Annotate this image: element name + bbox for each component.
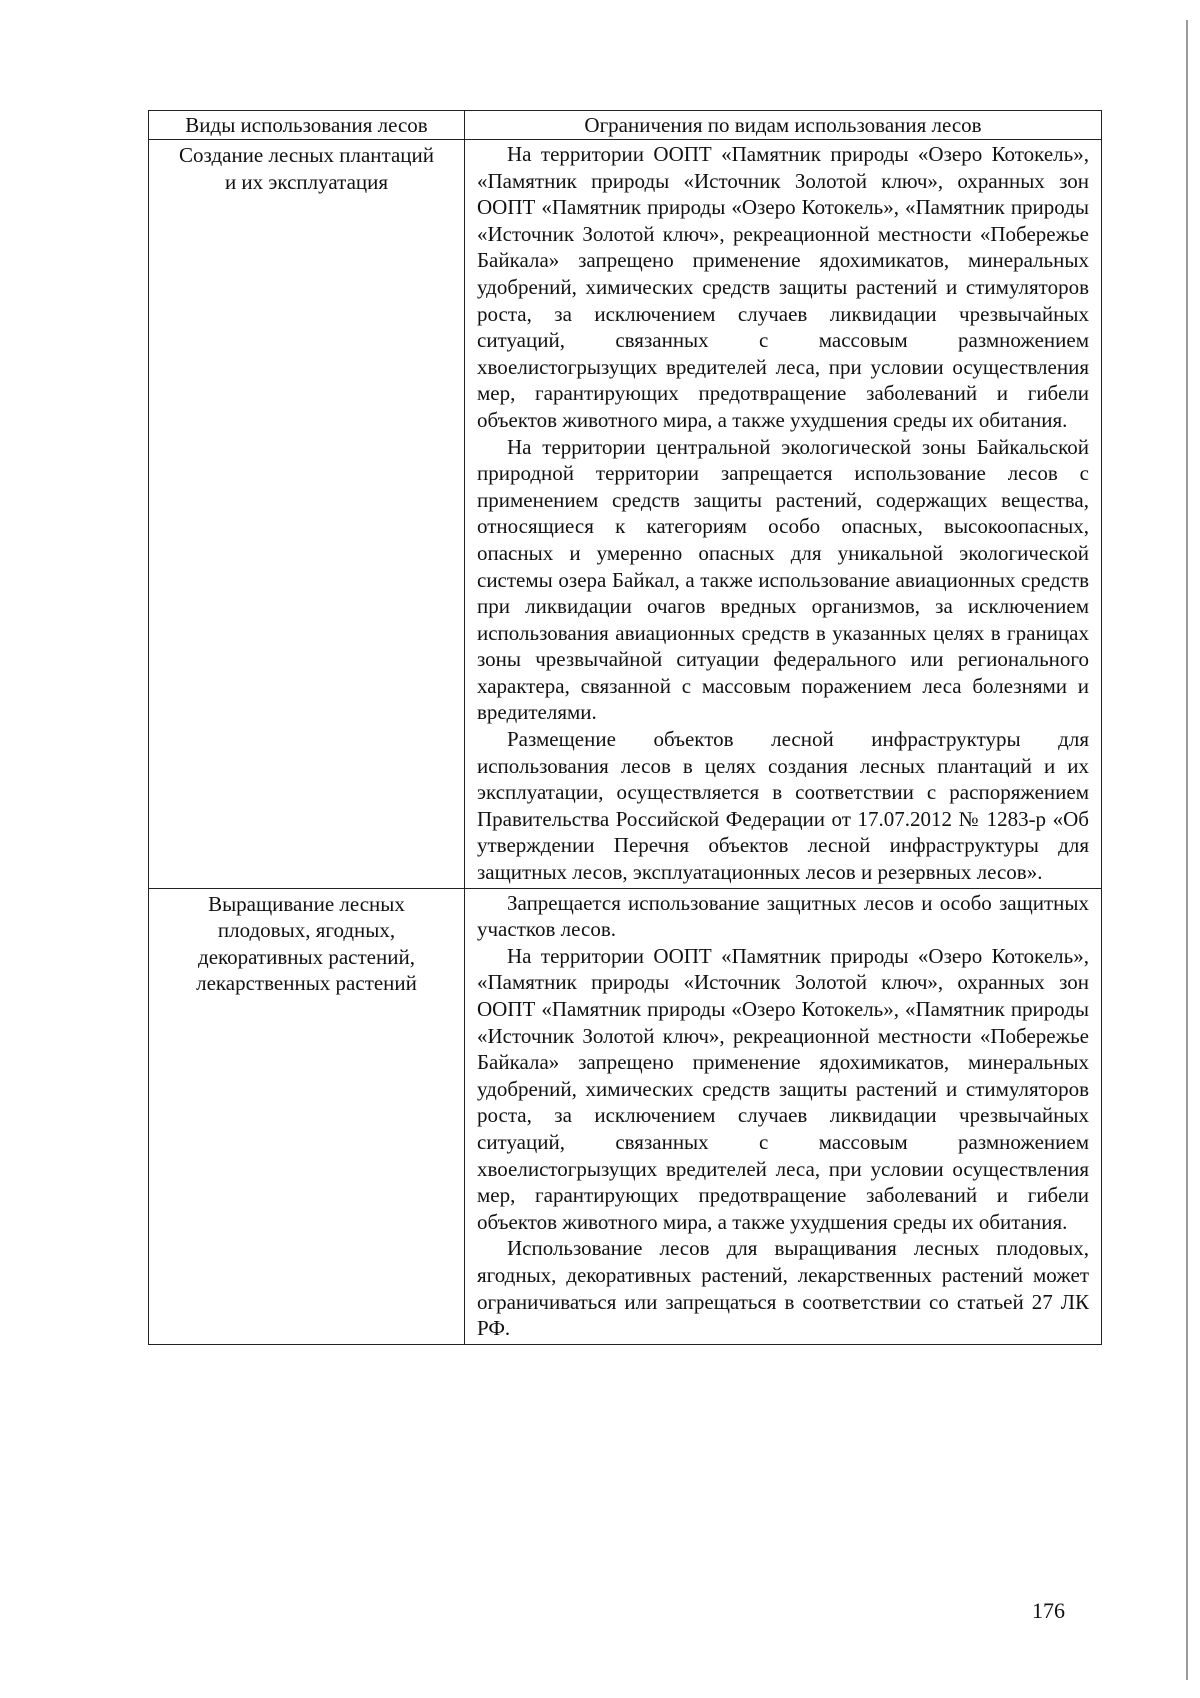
scan-edge-line xyxy=(1186,20,1188,1680)
header-forest-use-types: Виды использования лесов xyxy=(149,111,465,140)
table-row xyxy=(149,888,1102,1344)
forest-use-type-cell: Создание лесных плантаций и их эксплуатация xyxy=(149,140,465,889)
restrictions-table xyxy=(148,110,1102,1345)
table-row xyxy=(149,140,1102,889)
restrictions-cell xyxy=(465,140,1102,889)
restriction-paragraph: На территории ООПТ «Памятник природы «Озеро Котокель», «Памятник природы «Источник Золотой ключ», охранных зон ООПТ «Памятник природы «Озеро Котокель», «Памятник природы «Источник Золотой ключ», рекреационной местности «Побережье Байкала» запрещено применение ядохимикатов, минеральных удобрений, химических средств защиты растений и стимуляторов роста, за исключением случаев ликвидации чрезвычайных ситуаций, связанных с массовым размножением хвоелистогрызущих вредителей леса, при условии осуществления мер, гарантирующих предотвращение заболеваний и гибели объектов животного мира, а также ухудшения среды их обитания. xyxy=(477,142,1089,432)
forest-use-type-cell: Выращивание лесных плодовых, ягодных, декоративных растений, лекарственных растений xyxy=(149,888,465,1344)
restrictions-cell xyxy=(465,888,1102,1344)
restriction-paragraph: На территории центральной экологической зоны Байкальской природной территории запрещается использование лесов с применением средств защиты растений, содержащих вещества, относящиеся к категориям особо опасных, высокоопасных, опасных и умеренно опасных для уникальной экологической системы озера Байкал, а также использование авиационных средств при ликвидации очагов вредных организмов, за исключением использования авиационных средств в указанных целях в границах зоны чрезвычайной ситуации федерального или регионального характера, связанной с массовым поражением леса болезнями и вредителями. xyxy=(477,434,1089,725)
restriction-paragraph: Запрещается использование защитных лесов и особо защитных участков лесов. xyxy=(477,890,1089,942)
header-restrictions: Ограничения по видам использования лесов xyxy=(465,111,1102,140)
page-number: 176 xyxy=(1032,1598,1065,1623)
restriction-paragraph: На территории ООПТ «Памятник природы «Озеро Котокель», «Памятник природы «Источник Золотой ключ», охранных зон ООПТ «Памятник природы «Озеро Котокель», «Памятник природы «Источник Золотой ключ», рекреационной местности «Побережье Байкала» запрещено применение ядохимикатов, минеральных удобрений, химических средств защиты растений и стимуляторов роста, за исключением случаев ликвидации чрезвычайных ситуаций, связанных с массовым размножением хвоелистогрызущих вредителей леса, при условии осуществления мер, гарантирующих предотвращение заболеваний и гибели объектов животного мира, а также ухудшения среды их обитания. xyxy=(477,943,1089,1234)
table-header-row xyxy=(149,111,1102,140)
restriction-paragraph: Использование лесов для выращивания лесных плодовых, ягодных, декоративных растений, лекарственных растений может ограничиваться или запрещаться в соответствии со статьей 27 ЛК РФ. xyxy=(477,1236,1089,1341)
restriction-paragraph: Размещение объектов лесной инфраструктуры для использования лесов в целях создания лесных плантаций и их эксплуатации, осуществляется в соответствии с распоряжением Правительства Российской Федерации от 17.07.2012 № 1283-р «Об утверждении Перечня объектов лесной инфраструктуры для защитных лесов, эксплуатационных лесов и резервных лесов». xyxy=(477,727,1089,885)
